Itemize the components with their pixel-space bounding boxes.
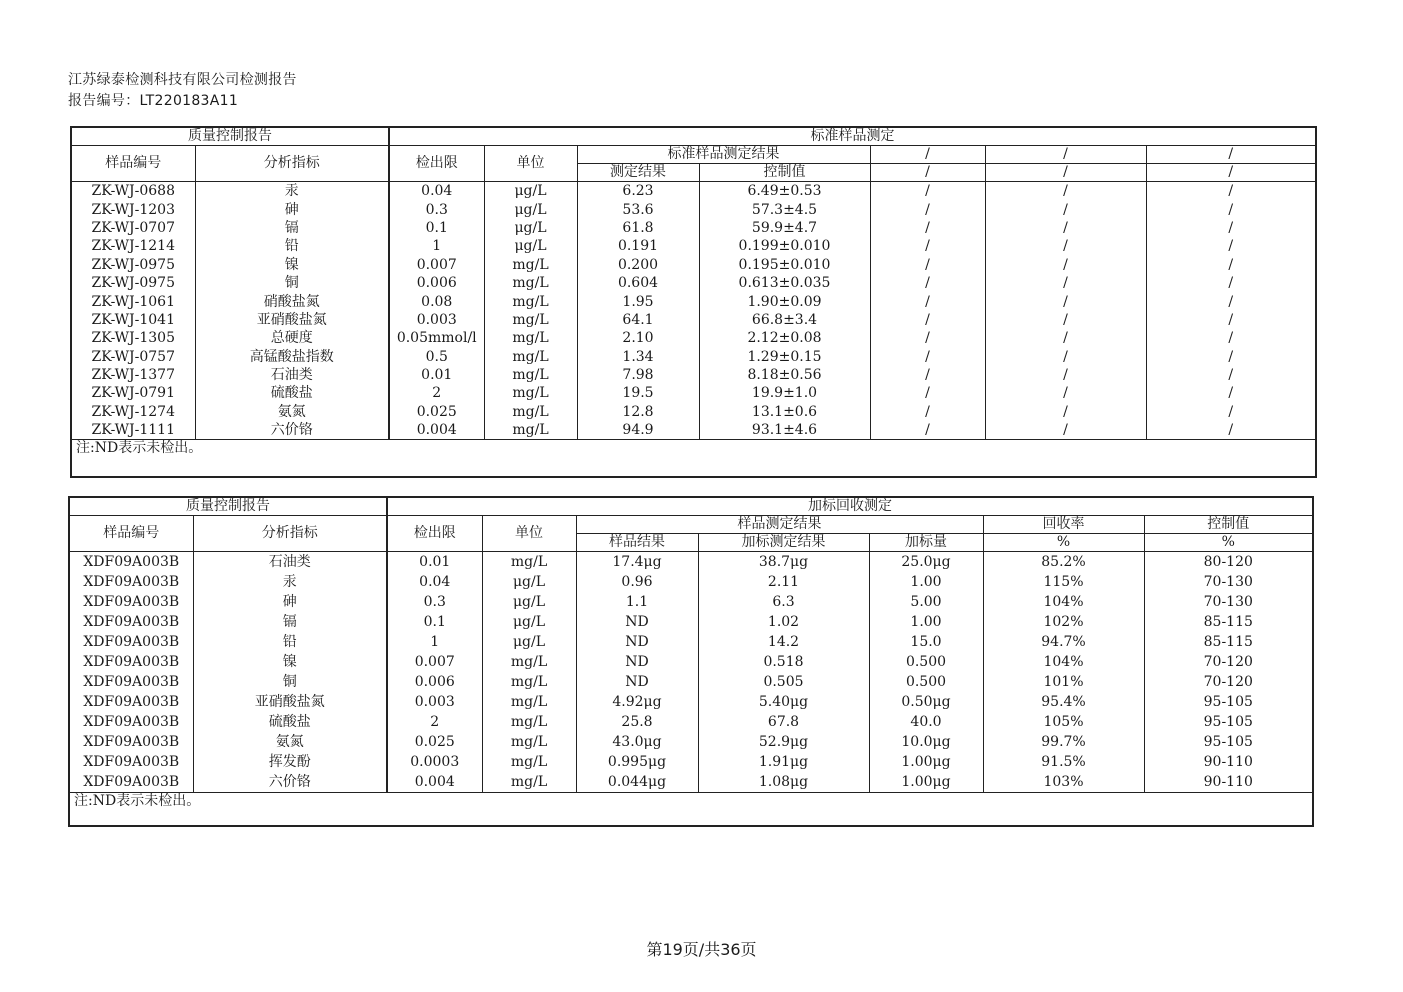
sample-result-cell: 0.044μg <box>576 772 698 793</box>
unit-cell: mg/L <box>482 772 576 793</box>
page-number: 第19页/共36页 <box>646 940 757 959</box>
spiked-result-cell: 1.02 <box>698 612 869 632</box>
table-row <box>69 652 1313 672</box>
sample-id-cell: XDF09A003B <box>69 632 193 652</box>
col-sample-result-group: 样品测定结果 <box>576 516 983 534</box>
sample-id-cell: ZK-WJ-1111 <box>71 421 195 440</box>
spiked-result-cell: 0.505 <box>698 672 869 692</box>
col-spike-amount: 加标量 <box>869 534 983 552</box>
unit-cell: mg/L <box>484 421 577 440</box>
table1-note: 注:ND表示未检出。 <box>71 440 1316 478</box>
sample-result-cell: 0.96 <box>576 572 698 592</box>
recovery-cell: 91.5% <box>983 752 1144 772</box>
control-value-cell: 1.29±0.15 <box>699 348 870 366</box>
standard-sample-title: 标准样品测定 <box>389 127 1316 146</box>
slash-cell: / <box>870 348 985 366</box>
sample-id-cell: XDF09A003B <box>69 612 193 632</box>
analysis-item-cell: 氨氮 <box>193 732 387 752</box>
slash-cell: / <box>870 200 985 218</box>
detection-limit-cell: 0.01 <box>389 366 484 384</box>
analysis-item-cell: 石油类 <box>193 552 387 573</box>
table-row <box>69 732 1313 752</box>
spike-amount-cell: 5.00 <box>869 592 983 612</box>
analysis-item-cell: 汞 <box>193 572 387 592</box>
spiked-result-cell: 1.91μg <box>698 752 869 772</box>
control-value-cell: 70-130 <box>1144 572 1313 592</box>
table-row <box>69 772 1313 793</box>
slash-cell: / <box>1146 329 1316 347</box>
unit-cell: μg/L <box>484 182 577 201</box>
unit-cell: mg/L <box>484 292 577 310</box>
spiked-result-cell: 38.7μg <box>698 552 869 573</box>
col-sample-id: 样品编号 <box>71 146 195 182</box>
table2-note: 注:ND表示未检出。 <box>69 793 1313 827</box>
detection-limit-cell: 0.006 <box>387 672 482 692</box>
control-value-cell: 95-105 <box>1144 692 1313 712</box>
spike-amount-cell: 0.500 <box>869 672 983 692</box>
control-value-cell: 95-105 <box>1144 732 1313 752</box>
slash-cell: / <box>1146 237 1316 255</box>
control-value-cell: 66.8±3.4 <box>699 311 870 329</box>
slash-cell: / <box>985 219 1146 237</box>
slash-cell: / <box>1146 146 1316 164</box>
control-value-cell: 59.9±4.7 <box>699 219 870 237</box>
analysis-item-cell: 挥发酚 <box>193 752 387 772</box>
table-row <box>69 592 1313 612</box>
control-value-cell: 70-120 <box>1144 652 1313 672</box>
unit-cell: mg/L <box>484 348 577 366</box>
table-row <box>71 237 1316 255</box>
spike-amount-cell: 15.0 <box>869 632 983 652</box>
control-value-cell: 90-110 <box>1144 752 1313 772</box>
table-row <box>71 292 1316 310</box>
control-value-cell: 85-115 <box>1144 632 1313 652</box>
spike-recovery-table <box>68 496 1314 827</box>
measured-cell: 19.5 <box>577 384 699 402</box>
detection-limit-cell: 0.007 <box>387 652 482 672</box>
control-value-cell: 80-120 <box>1144 552 1313 573</box>
table-row <box>71 384 1316 402</box>
slash-cell: / <box>985 146 1146 164</box>
col-analysis-item: 分析指标 <box>193 516 387 552</box>
table-row <box>71 403 1316 421</box>
slash-cell: / <box>1146 274 1316 292</box>
col-detection-limit: 检出限 <box>389 146 484 182</box>
control-value-cell: 1.90±0.09 <box>699 292 870 310</box>
slash-cell: / <box>870 384 985 402</box>
spiked-result-cell: 0.518 <box>698 652 869 672</box>
detection-limit-cell: 0.006 <box>389 274 484 292</box>
table-row <box>69 672 1313 692</box>
col-control-value: 控制值 <box>699 164 870 182</box>
slash-cell: / <box>985 274 1146 292</box>
unit-cell: μg/L <box>484 219 577 237</box>
recovery-cell: 94.7% <box>983 632 1144 652</box>
detection-limit-cell: 0.025 <box>389 403 484 421</box>
table-row <box>71 311 1316 329</box>
unit-cell: mg/L <box>484 384 577 402</box>
sample-id-cell: ZK-WJ-1203 <box>71 200 195 218</box>
slash-cell: / <box>870 292 985 310</box>
spike-amount-cell: 0.50μg <box>869 692 983 712</box>
spike-recovery-title: 加标回收测定 <box>387 497 1313 516</box>
control-value-cell: 57.3±4.5 <box>699 200 870 218</box>
slash-cell: / <box>985 182 1146 201</box>
sample-id-cell: ZK-WJ-1274 <box>71 403 195 421</box>
measured-cell: 2.10 <box>577 329 699 347</box>
sample-id-cell: ZK-WJ-1305 <box>71 329 195 347</box>
col-detection-limit: 检出限 <box>387 516 482 552</box>
detection-limit-cell: 1 <box>387 632 482 652</box>
slash-cell: / <box>870 311 985 329</box>
control-value-cell: 0.199±0.010 <box>699 237 870 255</box>
unit-cell: mg/L <box>484 403 577 421</box>
slash-cell: / <box>1146 384 1316 402</box>
analysis-item-cell: 石油类 <box>195 366 389 384</box>
col-control-unit: % <box>1144 534 1313 552</box>
analysis-item-cell: 硝酸盐氮 <box>195 292 389 310</box>
table-row <box>71 274 1316 292</box>
control-value-cell: 8.18±0.56 <box>699 366 870 384</box>
slash-cell: / <box>870 146 985 164</box>
unit-cell: mg/L <box>482 692 576 712</box>
slash-cell: / <box>1146 311 1316 329</box>
table-row <box>69 552 1313 573</box>
detection-limit-cell: 0.003 <box>389 311 484 329</box>
analysis-item-cell: 镉 <box>193 612 387 632</box>
sample-id-cell: ZK-WJ-1214 <box>71 237 195 255</box>
col-unit: 单位 <box>482 516 576 552</box>
unit-cell: mg/L <box>482 552 576 573</box>
measured-cell: 1.34 <box>577 348 699 366</box>
slash-cell: / <box>985 164 1146 182</box>
spike-amount-cell: 1.00 <box>869 572 983 592</box>
col-recovery: 回收率 <box>983 516 1144 534</box>
col-measured: 测定结果 <box>577 164 699 182</box>
detection-limit-cell: 0.01 <box>387 552 482 573</box>
recovery-cell: 102% <box>983 612 1144 632</box>
slash-cell: / <box>870 182 985 201</box>
control-value-cell: 0.613±0.035 <box>699 274 870 292</box>
slash-cell: / <box>870 237 985 255</box>
spike-amount-cell: 0.500 <box>869 652 983 672</box>
analysis-item-cell: 六价铬 <box>195 421 389 440</box>
detection-limit-cell: 0.004 <box>389 421 484 440</box>
sample-id-cell: XDF09A003B <box>69 572 193 592</box>
sample-result-cell: 43.0μg <box>576 732 698 752</box>
slash-cell: / <box>1146 182 1316 201</box>
unit-cell: μg/L <box>484 200 577 218</box>
col-control-value: 控制值 <box>1144 516 1313 534</box>
unit-cell: mg/L <box>482 712 576 732</box>
sample-id-cell: ZK-WJ-0791 <box>71 384 195 402</box>
table-row <box>69 752 1313 772</box>
col-standard-result-group: 标准样品测定结果 <box>577 146 870 164</box>
slash-cell: / <box>870 256 985 274</box>
qc-report-title: 质量控制报告 <box>69 497 387 516</box>
table-row <box>69 632 1313 652</box>
table-row <box>71 182 1316 201</box>
detection-limit-cell: 2 <box>387 712 482 732</box>
recovery-cell: 103% <box>983 772 1144 793</box>
measured-cell: 64.1 <box>577 311 699 329</box>
sample-id-cell: ZK-WJ-1061 <box>71 292 195 310</box>
spiked-result-cell: 5.40μg <box>698 692 869 712</box>
analysis-item-cell: 铅 <box>193 632 387 652</box>
sample-result-cell: 25.8 <box>576 712 698 732</box>
spiked-result-cell: 1.08μg <box>698 772 869 793</box>
spiked-result-cell: 52.9μg <box>698 732 869 752</box>
slash-cell: / <box>985 348 1146 366</box>
sample-id-cell: XDF09A003B <box>69 672 193 692</box>
col-recovery-unit: % <box>983 534 1144 552</box>
analysis-item-cell: 砷 <box>193 592 387 612</box>
sample-id-cell: XDF09A003B <box>69 592 193 612</box>
analysis-item-cell: 亚硝酸盐氮 <box>195 311 389 329</box>
sample-id-cell: ZK-WJ-1041 <box>71 311 195 329</box>
slash-cell: / <box>870 274 985 292</box>
sample-result-cell: ND <box>576 632 698 652</box>
sample-result-cell: 1.1 <box>576 592 698 612</box>
slash-cell: / <box>985 200 1146 218</box>
control-value-cell: 70-120 <box>1144 672 1313 692</box>
unit-cell: mg/L <box>482 652 576 672</box>
table-row <box>71 200 1316 218</box>
spike-amount-cell: 40.0 <box>869 712 983 732</box>
sample-result-cell: ND <box>576 652 698 672</box>
recovery-cell: 104% <box>983 592 1144 612</box>
measured-cell: 94.9 <box>577 421 699 440</box>
analysis-item-cell: 铅 <box>195 237 389 255</box>
slash-cell: / <box>1146 200 1316 218</box>
slash-cell: / <box>870 403 985 421</box>
unit-cell: mg/L <box>484 366 577 384</box>
sample-result-cell: 4.92μg <box>576 692 698 712</box>
recovery-cell: 115% <box>983 572 1144 592</box>
table-row <box>71 366 1316 384</box>
unit-cell: mg/L <box>484 311 577 329</box>
measured-cell: 6.23 <box>577 182 699 201</box>
slash-cell: / <box>1146 403 1316 421</box>
slash-cell: / <box>985 311 1146 329</box>
slash-cell: / <box>870 366 985 384</box>
table-row <box>71 329 1316 347</box>
analysis-item-cell: 高锰酸盐指数 <box>195 348 389 366</box>
analysis-item-cell: 六价铬 <box>193 772 387 793</box>
detection-limit-cell: 0.08 <box>389 292 484 310</box>
measured-cell: 0.604 <box>577 274 699 292</box>
control-value-cell: 90-110 <box>1144 772 1313 793</box>
unit-cell: mg/L <box>484 329 577 347</box>
spiked-result-cell: 67.8 <box>698 712 869 732</box>
unit-cell: mg/L <box>482 732 576 752</box>
spiked-result-cell: 14.2 <box>698 632 869 652</box>
detection-limit-cell: 0.007 <box>389 256 484 274</box>
measured-cell: 12.8 <box>577 403 699 421</box>
analysis-item-cell: 亚硝酸盐氮 <box>193 692 387 712</box>
unit-cell: mg/L <box>484 274 577 292</box>
sample-id-cell: ZK-WJ-0688 <box>71 182 195 201</box>
control-value-cell: 6.49±0.53 <box>699 182 870 201</box>
recovery-cell: 85.2% <box>983 552 1144 573</box>
unit-cell: mg/L <box>482 752 576 772</box>
slash-cell: / <box>985 403 1146 421</box>
spiked-result-cell: 6.3 <box>698 592 869 612</box>
measured-cell: 1.95 <box>577 292 699 310</box>
analysis-item-cell: 镍 <box>193 652 387 672</box>
analysis-item-cell: 硫酸盐 <box>193 712 387 732</box>
analysis-item-cell: 镉 <box>195 219 389 237</box>
spike-amount-cell: 1.00μg <box>869 772 983 793</box>
analysis-item-cell: 铜 <box>195 274 389 292</box>
recovery-cell: 99.7% <box>983 732 1144 752</box>
control-value-cell: 19.9±1.0 <box>699 384 870 402</box>
slash-cell: / <box>985 366 1146 384</box>
sample-id-cell: XDF09A003B <box>69 772 193 793</box>
detection-limit-cell: 0.04 <box>389 182 484 201</box>
col-sample-id: 样品编号 <box>69 516 193 552</box>
measured-cell: 61.8 <box>577 219 699 237</box>
recovery-cell: 105% <box>983 712 1144 732</box>
slash-cell: / <box>870 329 985 347</box>
control-value-cell: 95-105 <box>1144 712 1313 732</box>
spike-amount-cell: 25.0μg <box>869 552 983 573</box>
control-value-cell: 13.1±0.6 <box>699 403 870 421</box>
measured-cell: 0.191 <box>577 237 699 255</box>
slash-cell: / <box>870 164 985 182</box>
slash-cell: / <box>870 219 985 237</box>
spiked-result-cell: 2.11 <box>698 572 869 592</box>
col-unit: 单位 <box>484 146 577 182</box>
slash-cell: / <box>985 421 1146 440</box>
col-spiked-result: 加标测定结果 <box>698 534 869 552</box>
col-sample-result: 样品结果 <box>576 534 698 552</box>
detection-limit-cell: 0.1 <box>387 612 482 632</box>
report-number: 报告编号：LT220183A11 <box>68 93 239 109</box>
sample-result-cell: ND <box>576 612 698 632</box>
sample-id-cell: ZK-WJ-0707 <box>71 219 195 237</box>
control-value-cell: 93.1±4.6 <box>699 421 870 440</box>
table-row <box>69 572 1313 592</box>
slash-cell: / <box>985 292 1146 310</box>
slash-cell: / <box>870 421 985 440</box>
analysis-item-cell: 总硬度 <box>195 329 389 347</box>
sample-id-cell: ZK-WJ-0975 <box>71 256 195 274</box>
detection-limit-cell: 0.1 <box>389 219 484 237</box>
slash-cell: / <box>1146 348 1316 366</box>
analysis-item-cell: 镍 <box>195 256 389 274</box>
control-value-cell: 70-130 <box>1144 592 1313 612</box>
sample-id-cell: ZK-WJ-1377 <box>71 366 195 384</box>
spike-amount-cell: 10.0μg <box>869 732 983 752</box>
analysis-item-cell: 硫酸盐 <box>195 384 389 402</box>
analysis-item-cell: 铜 <box>193 672 387 692</box>
detection-limit-cell: 0.003 <box>387 692 482 712</box>
detection-limit-cell: 0.0003 <box>387 752 482 772</box>
sample-id-cell: ZK-WJ-0975 <box>71 274 195 292</box>
control-value-cell: 0.195±0.010 <box>699 256 870 274</box>
control-value-cell: 85-115 <box>1144 612 1313 632</box>
slash-cell: / <box>985 237 1146 255</box>
sample-result-cell: 17.4μg <box>576 552 698 573</box>
detection-limit-cell: 0.3 <box>389 200 484 218</box>
measured-cell: 53.6 <box>577 200 699 218</box>
detection-limit-cell: 0.3 <box>387 592 482 612</box>
slash-cell: / <box>1146 219 1316 237</box>
slash-cell: / <box>985 256 1146 274</box>
slash-cell: / <box>1146 292 1316 310</box>
unit-cell: mg/L <box>484 256 577 274</box>
sample-id-cell: XDF09A003B <box>69 552 193 573</box>
measured-cell: 0.200 <box>577 256 699 274</box>
company-report-title: 江苏绿泰检测科技有限公司检测报告 <box>68 72 297 88</box>
sample-id-cell: XDF09A003B <box>69 712 193 732</box>
sample-result-cell: ND <box>576 672 698 692</box>
table-row <box>71 348 1316 366</box>
recovery-cell: 101% <box>983 672 1144 692</box>
unit-cell: μg/L <box>484 237 577 255</box>
table-row <box>71 219 1316 237</box>
detection-limit-cell: 2 <box>389 384 484 402</box>
recovery-cell: 95.4% <box>983 692 1144 712</box>
qc-report-title: 质量控制报告 <box>71 127 389 146</box>
analysis-item-cell: 氨氮 <box>195 403 389 421</box>
detection-limit-cell: 0.04 <box>387 572 482 592</box>
recovery-cell: 104% <box>983 652 1144 672</box>
unit-cell: mg/L <box>482 672 576 692</box>
col-analysis-item: 分析指标 <box>195 146 389 182</box>
slash-cell: / <box>985 329 1146 347</box>
sample-id-cell: XDF09A003B <box>69 652 193 672</box>
unit-cell: μg/L <box>482 632 576 652</box>
detection-limit-cell: 0.004 <box>387 772 482 793</box>
detection-limit-cell: 0.025 <box>387 732 482 752</box>
control-value-cell: 2.12±0.08 <box>699 329 870 347</box>
slash-cell: / <box>1146 421 1316 440</box>
spike-amount-cell: 1.00μg <box>869 752 983 772</box>
detection-limit-cell: 0.05mmol/l <box>389 329 484 347</box>
unit-cell: μg/L <box>482 572 576 592</box>
sample-id-cell: XDF09A003B <box>69 752 193 772</box>
slash-cell: / <box>1146 164 1316 182</box>
table-row <box>71 421 1316 440</box>
slash-cell: / <box>1146 366 1316 384</box>
sample-result-cell: 0.995μg <box>576 752 698 772</box>
unit-cell: μg/L <box>482 592 576 612</box>
sample-id-cell: XDF09A003B <box>69 732 193 752</box>
slash-cell: / <box>1146 256 1316 274</box>
table-row <box>69 612 1313 632</box>
sample-id-cell: ZK-WJ-0757 <box>71 348 195 366</box>
standard-sample-table <box>70 126 1317 478</box>
table-row <box>69 692 1313 712</box>
analysis-item-cell: 汞 <box>195 182 389 201</box>
analysis-item-cell: 砷 <box>195 200 389 218</box>
detection-limit-cell: 0.5 <box>389 348 484 366</box>
measured-cell: 7.98 <box>577 366 699 384</box>
table-row <box>71 256 1316 274</box>
unit-cell: μg/L <box>482 612 576 632</box>
slash-cell: / <box>985 384 1146 402</box>
table-row <box>69 712 1313 732</box>
spike-amount-cell: 1.00 <box>869 612 983 632</box>
sample-id-cell: XDF09A003B <box>69 692 193 712</box>
detection-limit-cell: 1 <box>389 237 484 255</box>
